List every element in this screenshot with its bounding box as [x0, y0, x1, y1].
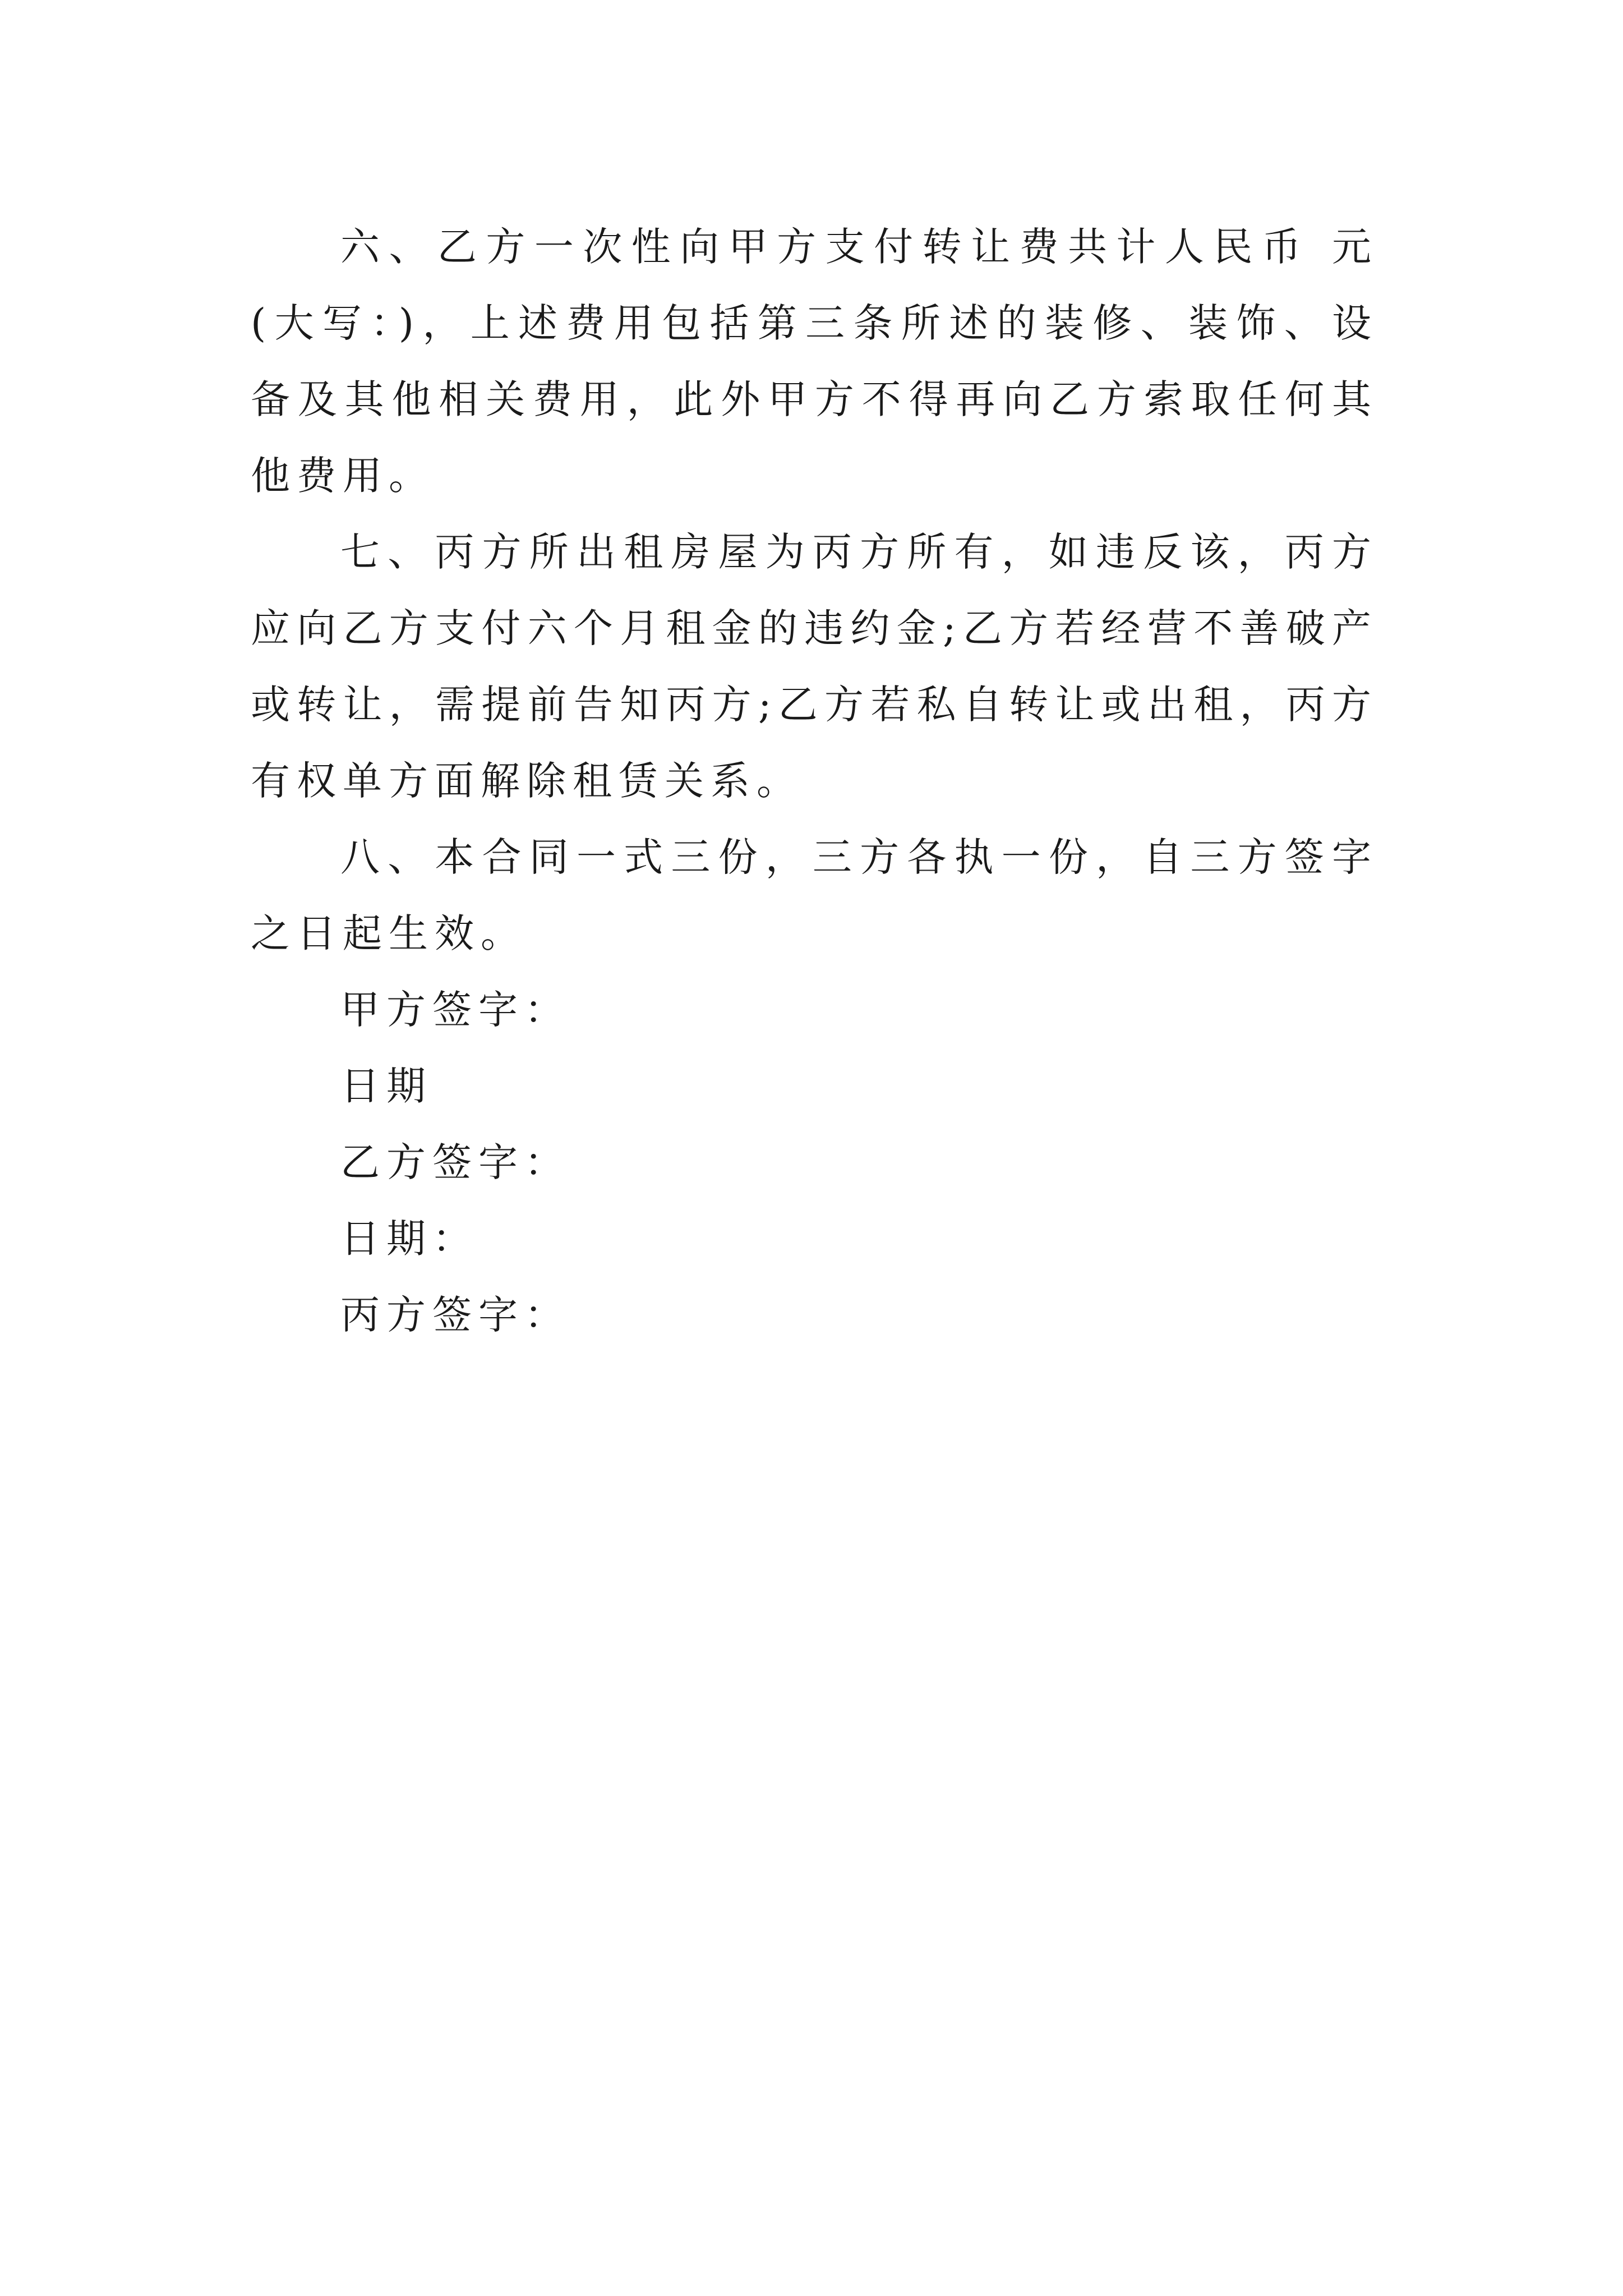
- party-c-signature-label: 丙方签字：: [340, 1292, 570, 1338]
- clause-six-paragraph: 六、乙方一次性向甲方支付转让费共计人民币 元(大写：)，上述费用包括第三条所述的装修、装饰、设备及其他相关费用，此外甲方不得再向乙方索取任何其他费用。: [251, 224, 1378, 499]
- party-b-signature-label: 乙方签字：: [340, 1139, 570, 1185]
- document-body: [251, 209, 1378, 1353]
- clause-seven-paragraph: 七、丙方所出租房屋为丙方所有，如违反该，丙方应向乙方支付六个月租金的违约金;乙方若经营不善破产或转让，需提前告知丙方;乙方若私自转让或出租，丙方有权单方面解除租赁关系。: [251, 529, 1378, 804]
- clause-eight-paragraph: 八、本合同一式三份，三方各执一份，自三方签字之日起生效。: [251, 834, 1378, 956]
- party-b-date-label: 日期：: [340, 1216, 478, 1262]
- party-a-date-label: 日期: [340, 1063, 432, 1109]
- party-a-signature-label: 甲方签字：: [340, 987, 570, 1033]
